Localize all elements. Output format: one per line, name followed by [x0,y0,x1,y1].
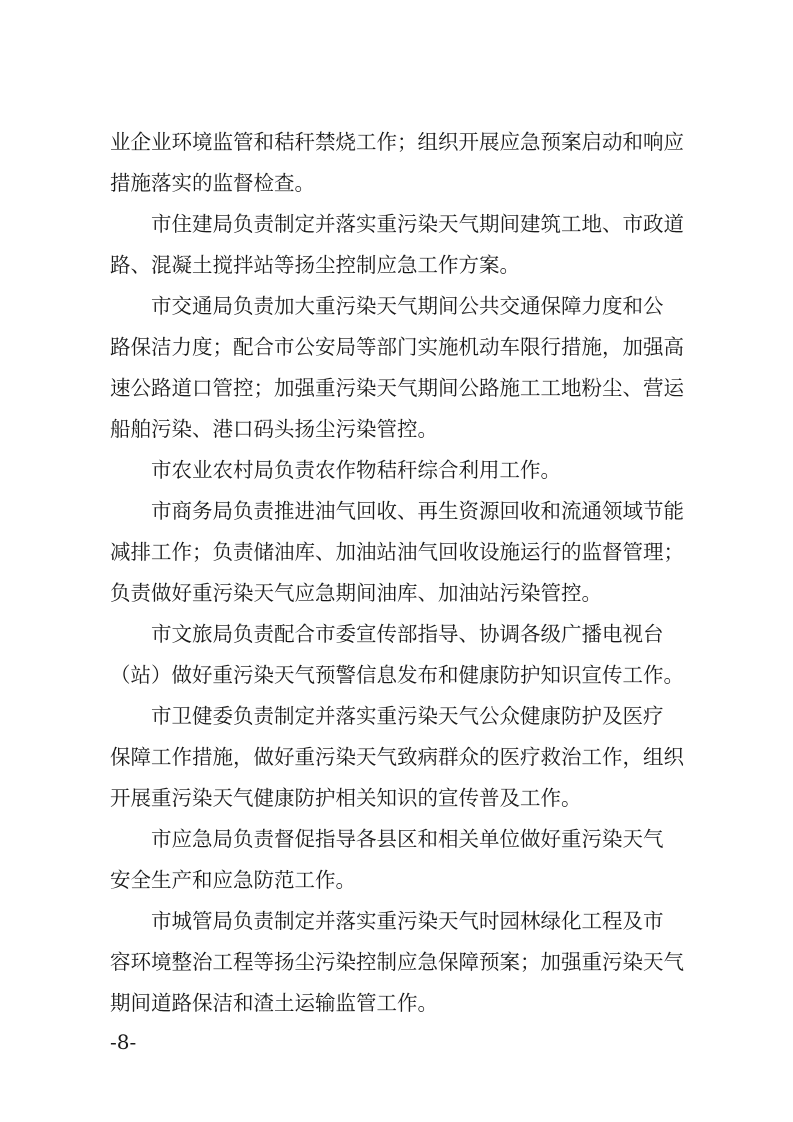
text-line: 市应急局负责督促指导各县区和相关单位做好重污染天气 [110,827,664,851]
text-line: 速公路道口管控；加强重污染天气期间公路施工工地粉尘、营运 [110,376,684,400]
text-line: 市卫健委负责制定并落实重污染天气公众健康防护及医疗 [110,704,664,728]
text-line: 市交通局负责加大重污染天气期间公共交通保障力度和公 [110,294,664,318]
text-line: 期间道路保洁和渣土运输监管工作。 [110,991,438,1015]
text-line: 保障工作措施，做好重污染天气致病群众的医疗救治工作，组织 [110,745,684,769]
text-line: 业企业环境监管和秸秆禁烧工作；组织开展应急预案启动和响应 [110,130,684,154]
text-line: 市城管局负责制定并落实重污染天气时园林绿化工程及市 [110,909,664,933]
text-line: 开展重污染天气健康防护相关知识的宣传普及工作。 [110,786,582,810]
text-line: （站）做好重污染天气预警信息发布和健康防护知识宣传工作。 [110,663,684,687]
text-line: 路保洁力度；配合市公安局等部门实施机动车限行措施，加强高 [110,335,684,359]
text-line: 市文旅局负责配合市委宣传部指导、协调各级广播电视台 [110,622,664,646]
text-line: 减排工作；负责储油库、加油站油气回收设施运行的监督管理； [110,540,684,564]
text-line: 措施落实的监督检查。 [110,171,315,195]
text-line: 市农业农村局负责农作物秸秆综合利用工作。 [110,458,561,482]
text-line: 负责做好重污染天气应急期间油库、加油站污染管控。 [110,581,602,605]
text-line: 市住建局负责制定并落实重污染天气期间建筑工地、市政道 [110,212,684,236]
page-number: -8- [110,1030,137,1054]
text-line: 路、混凝土搅拌站等扬尘控制应急工作方案。 [110,253,520,277]
text-line: 船舶污染、港口码头扬尘污染管控。 [110,417,438,441]
body-text [110,122,690,1024]
text-line: 市商务局负责推进油气回收、再生资源回收和流通领域节能 [110,499,684,523]
text-line: 容环境整治工程等扬尘污染控制应急保障预案；加强重污染天气 [110,950,684,974]
text-line: 安全生产和应急防范工作。 [110,868,356,892]
